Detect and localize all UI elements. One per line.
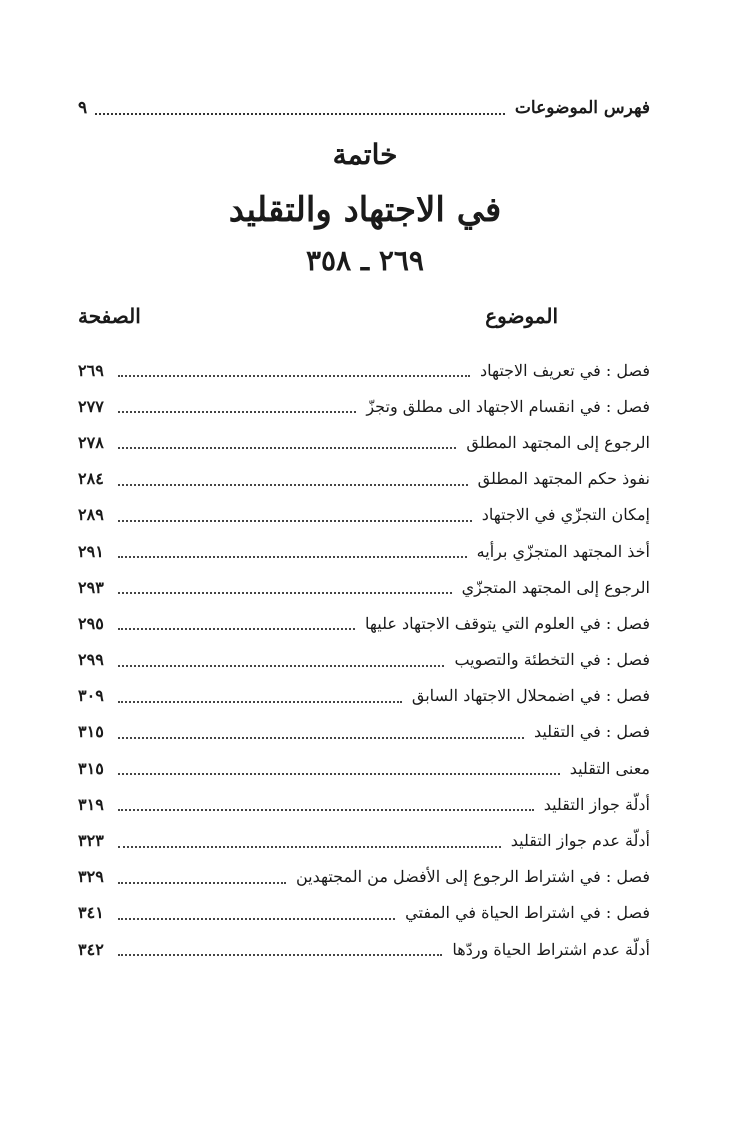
toc-entry-label: الرجوع إلى المجتهد المطلق [466,432,650,452]
leader-dots [118,665,444,667]
section-page-range: ٢٦٩ ـ ٣٥٨ [306,244,424,277]
toc-entry [78,424,650,460]
toc-entry-label: معنى التقليد [569,758,650,778]
leader-dots [118,375,470,377]
toc-entry [78,859,650,895]
toc-entry-label: أدلّة عدم اشتراط الحياة وردّها [452,939,650,959]
leader-dots [118,411,356,413]
toc-entry-page-number: ٢٧٨ [78,432,104,452]
toc-entry-page-number: ٢٩١ [78,541,104,561]
toc-entry [78,642,650,678]
toc-entry [78,931,650,967]
toc-entry [78,461,650,497]
toc-entry-label: فصل : في اشتراط الرجوع إلى الأفضل من المجتهدين [295,867,650,887]
toc-entry-label: الرجوع إلى المجتهد المتجزّي [461,577,650,597]
toc-entry [78,822,650,858]
leader-dots [95,113,505,115]
leader-dots [118,556,467,558]
toc-entry-page-number: ٣٢٣ [78,831,104,851]
toc-entry [78,678,650,714]
toc-entry [78,750,650,786]
toc-entry-page-number: ٢٨٩ [78,505,104,525]
toc-entry [78,714,650,750]
toc-entry-page-number: ٢٦٩ [78,360,104,380]
section-heading: خاتمة [332,138,398,171]
column-header-topic: الموضوع [485,304,558,328]
toc-entry [78,895,650,931]
toc-entry-label: أدلّة جواز التقليد [543,794,650,814]
toc-entry-label: أدلّة عدم جواز التقليد [510,831,650,851]
column-header-page: الصفحة [78,304,141,328]
toc-entry-page-number: ٣١٥ [78,722,104,742]
toc-entry-label: نفوذ حكم المجتهد المطلق [477,469,650,489]
leader-dots [118,918,395,920]
toc-entry-page-number: ٢٩٣ [78,577,104,597]
leader-dots [118,954,442,956]
toc-entry-page-number: ٣٤١ [78,903,104,923]
leader-dots [118,484,468,486]
toc-entry-page-number: ٣١٥ [78,758,104,778]
toc-entry-page-number: ٢٩٩ [78,650,104,670]
leader-dots [118,447,456,449]
toc-entry [78,497,650,533]
toc-entry-page-number: ٢٩٥ [78,613,104,633]
leader-dots [118,773,560,775]
toc-entry-label: فصل : في اضمحلال الاجتهاد السابق [411,686,650,706]
running-head-title: فهرس الموضوعات [514,98,650,118]
toc-entry-label: فصل : في التقليد [533,722,650,742]
toc-entry [78,786,650,822]
toc-entry-label: فصل : في اشتراط الحياة في المفتي [405,903,650,923]
toc-entry-label: فصل : في انقسام الاجتهاد الى مطلق وتجزّ [366,396,650,416]
leader-dots [118,737,524,739]
leader-dots [118,882,286,884]
leader-dots [118,628,355,630]
toc-entry-page-number: ٣٤٢ [78,939,104,959]
toc-entry-page-number: ٢٧٧ [78,396,104,416]
leader-dots [118,592,452,594]
toc-entry-label: أخذ المجتهد المتجزّي برأيه [476,541,650,561]
toc-entry-label: فصل : في تعريف الاجتهاد [479,360,650,380]
toc-entry-page-number: ٣٢٩ [78,867,104,887]
toc-list [78,352,650,967]
section-subject: في الاجتهاد والتقليد [228,190,502,230]
toc-entry [78,352,650,388]
leader-dots [118,809,534,811]
toc-entry [78,388,650,424]
leader-dots [118,520,472,522]
toc-entry [78,605,650,641]
toc-entry-label: فصل : في التخطئة والتصويب [454,650,650,670]
toc-entry-label: إمكان التجزّي في الاجتهاد [481,505,650,525]
leader-dots [118,701,402,703]
running-head-page-number: ٩ [78,98,88,118]
leader-dots [118,846,501,848]
toc-entry [78,569,650,605]
toc-entry-page-number: ٢٨٤ [78,469,104,489]
running-head [78,93,650,123]
toc-entry-page-number: ٣٠٩ [78,686,104,706]
toc-entry [78,533,650,569]
toc-entry-page-number: ٣١٩ [78,794,104,814]
toc-entry-label: فصل : في العلوم التي يتوقف الاجتهاد عليها [365,613,650,633]
